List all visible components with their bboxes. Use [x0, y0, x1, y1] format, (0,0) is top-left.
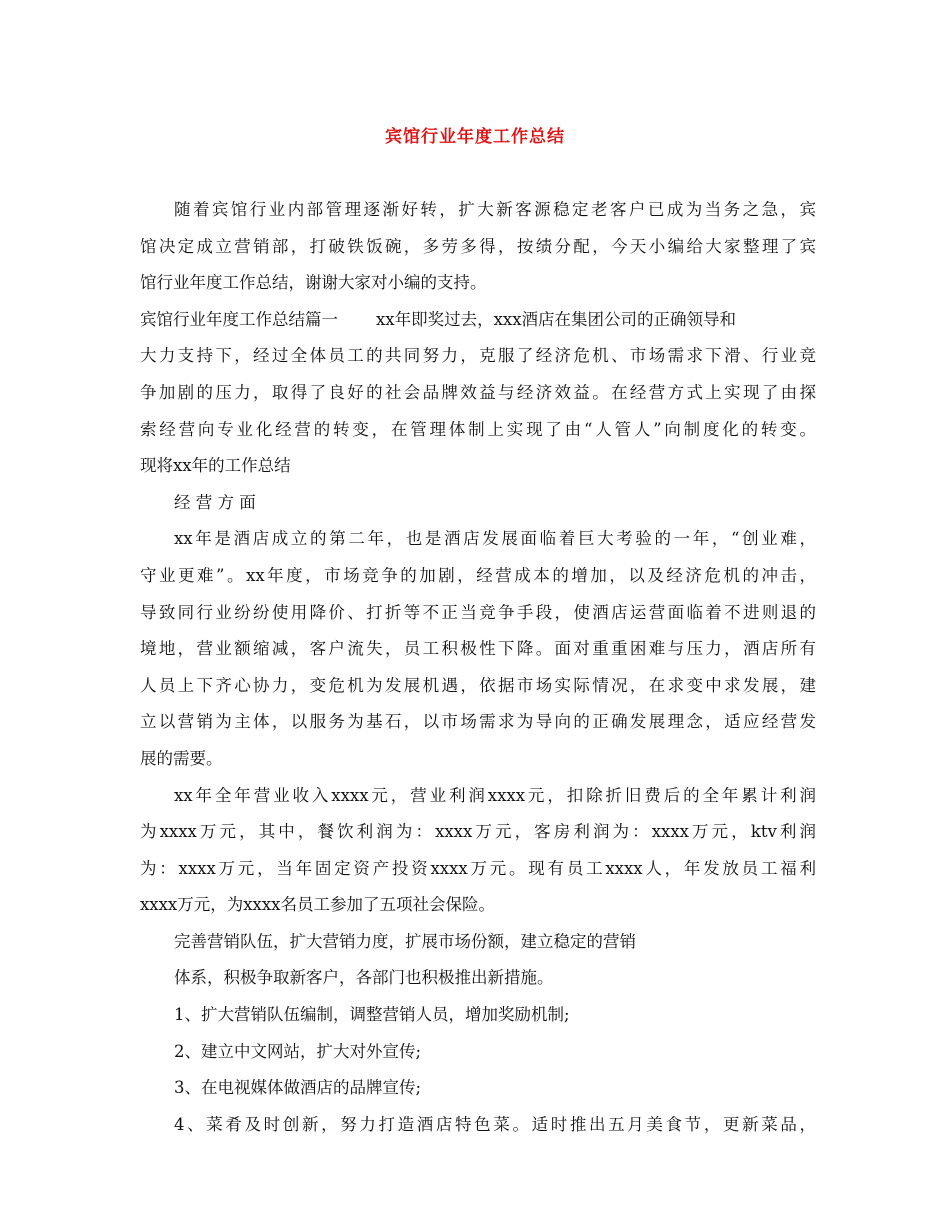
text-line: xxxx万元，为xxxx名员工参加了五项社会保险。	[140, 895, 495, 915]
list-item: 2、建立中文网站，扩大对外宣传;	[174, 1041, 422, 1061]
text-line: 导致同行业纷纷使用降价、打折等不正当竞争手段，使酒店运营面临着不进则退的	[140, 602, 816, 622]
text-line	[140, 302, 816, 339]
text-line: 体系，积极争取新客户，各部门也积极推出新措施。	[174, 968, 554, 988]
text-line: 大力支持下，经过全体员工的共同努力，克服了经济危机、市场需求下滑、行业竞	[140, 346, 816, 366]
list-item: 3、在电视媒体做酒店的品牌宣传;	[174, 1078, 422, 1098]
text-line: 立以营销为主体，以服务为基石，以市场需求为导向的正确发展理念，适应经营发	[140, 712, 816, 732]
document-title: 宾馆行业年度工作总结	[385, 127, 565, 147]
text-line: 馆行业年度工作总结，谢谢大家对小编的支持。	[140, 273, 487, 293]
text-line: 索经营向专业化经营的转变，在管理体制上实现了由“人管人”向制度化的转变。	[140, 419, 816, 439]
text-line: 人员上下齐心协力，变危机为发展机遇，依据市场实际情况，在求变中求发展，建	[140, 675, 816, 695]
document-body	[140, 192, 816, 1143]
text-line: xx年是酒店成立的第二年，也是酒店发展面临着巨大考验的一年，“创业难，	[174, 529, 816, 549]
text-line: 境地，营业额缩减，客户流失，员工积极性下降。面对重重困难与压力，酒店所有	[140, 639, 816, 659]
text-line: 为：xxxx万元，当年固定资产投资xxxx万元。现有员工xxxx人，年发放员工福利	[140, 858, 816, 878]
text-line: xx年全年营业收入xxxx元，营业利润xxxx元，扣除折旧费后的全年累计利润	[174, 785, 816, 805]
list-item: 4、菜肴及时创新，努力打造酒店特色菜。适时推出五月美食节，更新菜品，	[174, 1114, 816, 1134]
text-line: 展的需要。	[140, 748, 223, 768]
text-line: 守业更难”。xx年度，市场竞争的加剧，经营成本的增加，以及经济危机的冲击，	[140, 565, 816, 585]
text-line: 现将xx年的工作总结	[140, 456, 291, 476]
text-line: 随着宾馆行业内部管理逐渐好转，扩大新客源稳定老客户已成为当务之急，宾	[174, 200, 816, 219]
text-line: 为xxxx万元，其中，餐饮利润为：xxxx万元，客房利润为：xxxx万元，ktv利润	[140, 822, 816, 842]
section-heading: 经 营 方 面	[174, 492, 256, 512]
text-line: 馆决定成立营销部，打破铁饭碗，多劳多得，按绩分配，今天小编给大家整理了宾	[140, 236, 816, 256]
list-item: 1、扩大营销队伍编制，调整营销人员，增加奖励机制;	[174, 1005, 570, 1025]
section-heading: 宾馆行业年度工作总结篇一	[140, 309, 338, 329]
text-line-part: xx年即奖过去，xxx酒店在集团公司的正确领导和	[376, 309, 737, 329]
text-line: 争加剧的压力，取得了良好的社会品牌效益与经济效益。在经营方式上实现了由探	[140, 382, 816, 402]
text-line: 完善营销队伍，扩大营销力度，扩展市场份额，建立稳定的营销	[174, 931, 636, 951]
